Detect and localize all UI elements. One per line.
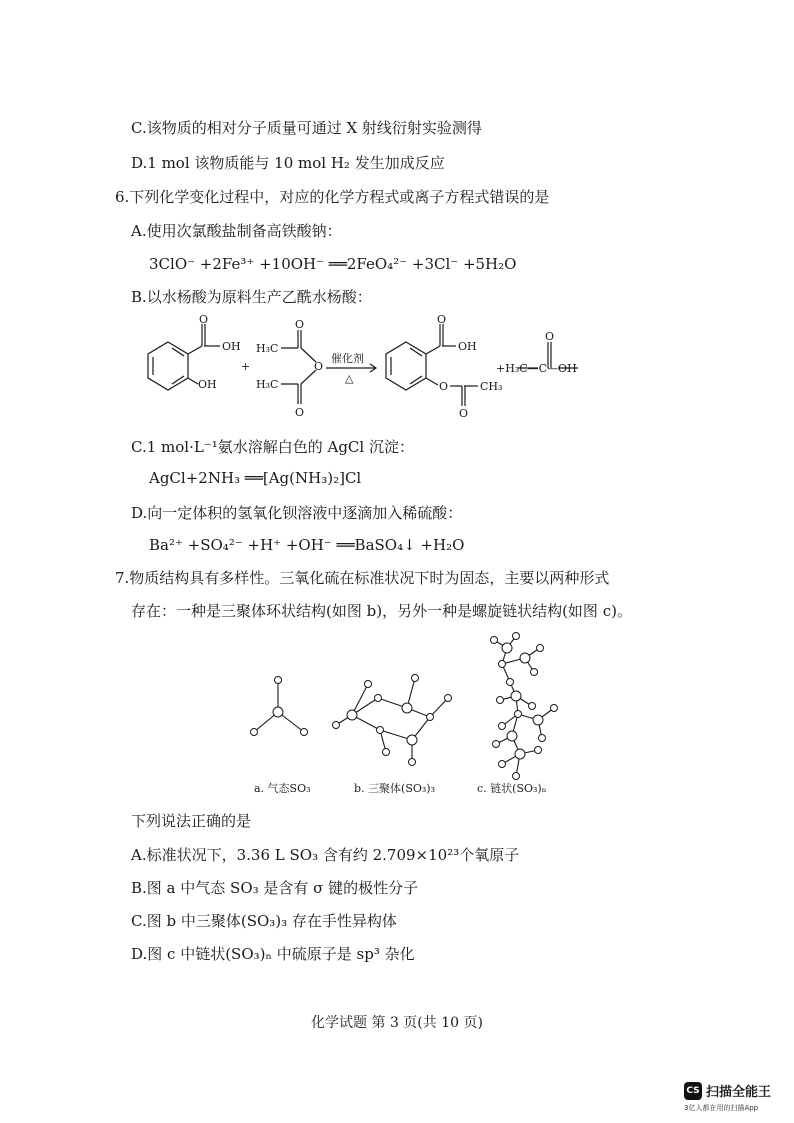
camscanner-tagline: 3亿人都在用的扫描App bbox=[684, 1104, 759, 1112]
option-6a: A.使用次氯酸盐制备高铁酸钠： bbox=[131, 222, 342, 240]
oh-label: OH bbox=[458, 340, 477, 353]
equation-6a: 3ClO⁻ +2Fe³⁺ +10OH⁻ ══2FeO₄²⁻ +3Cl⁻ +5H₂O bbox=[149, 255, 517, 273]
equation-6d: Ba²⁺ +SO₄²⁻ +H⁺ +OH⁻ ══BaSO₄↓ +H₂O bbox=[149, 536, 465, 554]
option-7a: A.标准状况下，3.36 L SO₃ 含有约 2.709×10²³个氧原子 bbox=[131, 846, 520, 864]
o-label: O bbox=[439, 380, 449, 393]
o-label: O bbox=[437, 313, 447, 326]
option-7c: C.图 b 中三聚体(SO₃)₃ 存在手性异构体 bbox=[131, 912, 397, 930]
option-7d: D.图 c 中链状(SO₃)ₙ 中硫原子是 sp³ 杂化 bbox=[131, 945, 415, 963]
option-5d: D.1 mol 该物质能与 10 mol H₂ 发生加成反应 bbox=[131, 154, 445, 172]
h3c-label: H₃C bbox=[256, 378, 279, 391]
camscanner-name: 扫描全能王 bbox=[706, 1085, 772, 1100]
h3c-label: H₃C bbox=[256, 342, 279, 355]
o-label: O bbox=[459, 407, 469, 420]
o-label: O bbox=[295, 406, 305, 419]
option-5c: C.该物质的相对分子质量可通过 X 射线衍射实验测得 bbox=[131, 119, 482, 137]
question-6: 6.下列化学变化过程中，对应的化学方程式或离子方程式错误的是 bbox=[115, 188, 550, 206]
acetic-acid-label: +H₃C—C—OH bbox=[496, 362, 577, 375]
o-label: O bbox=[295, 318, 305, 331]
salicylic-acid-reaction bbox=[138, 312, 608, 428]
plus-sign: + bbox=[241, 360, 251, 373]
o-label: O bbox=[545, 330, 555, 343]
figure-caption-c: c. 链状(SO₃)ₙ bbox=[477, 782, 547, 795]
option-6d: D.向一定体积的氢氧化钡溶液中逐滴加入稀硫酸： bbox=[131, 504, 463, 522]
oh-label: OH bbox=[198, 378, 217, 391]
equation-6c: AgCl+2NH₃ ══[Ag(NH₃)₂]Cl bbox=[149, 469, 362, 487]
oh-label: OH bbox=[222, 340, 241, 353]
question-7-line-2: 存在：一种是三聚体环状结构(如图 b)，另外一种是螺旋链状结构(如图 c)。 bbox=[131, 602, 632, 620]
page-footer: 化学试题 第 3 页(共 10 页) bbox=[311, 1015, 483, 1031]
heat-symbol: △ bbox=[345, 372, 354, 385]
figure-caption-b: b. 三聚体(SO₃)₃ bbox=[354, 782, 435, 795]
camscanner-logo-icon: CS bbox=[684, 1082, 702, 1100]
option-6b: B.以水杨酸为原料生产乙酰水杨酸： bbox=[131, 288, 372, 306]
o-label: O bbox=[199, 313, 209, 326]
question-7-prompt: 下列说法正确的是 bbox=[131, 812, 252, 830]
catalyst-label: 催化剂 bbox=[331, 352, 364, 365]
figure-caption-a: a. 气态SO₃ bbox=[254, 782, 311, 795]
ch3-label: CH₃ bbox=[480, 380, 503, 393]
option-6c: C.1 mol·L⁻¹氨水溶解白色的 AgCl 沉淀： bbox=[131, 438, 414, 456]
question-7-line-1: 7.物质结构具有多样性。三氧化硫在标准状况下时为固态，主要以两种形式 bbox=[115, 569, 610, 587]
option-7b: B.图 a 中气态 SO₃ 是含有 σ 键的极性分子 bbox=[131, 879, 419, 897]
o-label: O bbox=[314, 360, 324, 373]
